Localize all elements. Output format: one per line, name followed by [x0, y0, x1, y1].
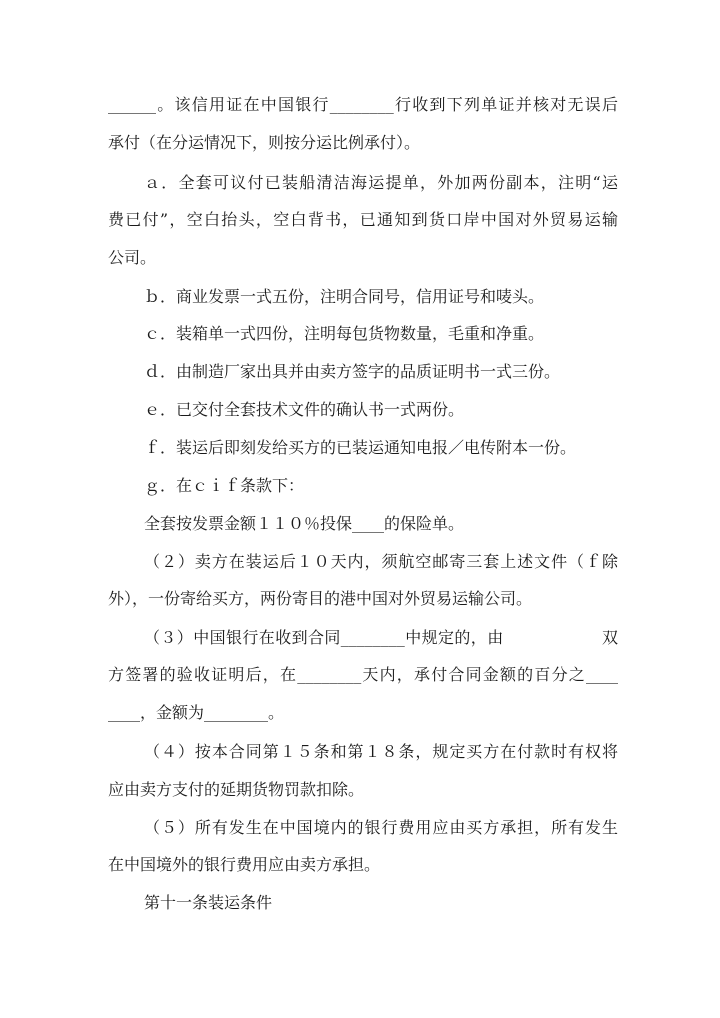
paragraph-line: 承付（在分运情况下，则按分运比例承付）。: [108, 133, 421, 152]
list-item: ｂ．商业发票一式五份，注明合同号，信用证号和唛头。: [144, 287, 545, 306]
list-item: ｄ．由制造厂家出具并由卖方签字的品质证明书一式三份。: [144, 362, 561, 381]
list-item: ｅ．已交付全套技术文件的确认书一式两份。: [144, 400, 465, 419]
paragraph-line: ａ．全套可议付已装船清洁海运提单，外加两份副本，注明“运: [144, 173, 618, 192]
paragraph-line: 应由卖方支付的延期货物罚款扣除。: [108, 780, 365, 799]
paragraph-line: （３）中国银行在收到合同________中规定的，由 双: [144, 628, 618, 647]
paragraph-line: 方签署的验收证明后，在________天内，承付合同金额的百分之____: [108, 665, 618, 684]
paragraph-line: （５）所有发生在中国境内的银行费用应由买方承担，所有发生: [144, 818, 618, 837]
paragraph-line: 在中国境外的银行费用应由卖方承担。: [108, 855, 381, 874]
paragraph-line: 全套按发票金额１１０％投保____的保险单。: [144, 514, 465, 533]
list-item: ｇ．在ｃｉｆ条款下：: [144, 476, 305, 495]
paragraph-line: 费已付”，空白抬头，空白背书，已通知到货口岸中国对外贸易运输: [108, 210, 618, 229]
list-item: ｃ．装箱单一式四份，注明每包货物数量，毛重和净重。: [144, 324, 545, 343]
paragraph-line: （４）按本合同第１５条和第１８条，规定买方在付款时有权将: [144, 742, 618, 761]
paragraph-line: （２）卖方在装运后１０天内，须航空邮寄三套上述文件（ｆ除: [144, 552, 618, 571]
paragraph-line: ______。该信用证在中国银行________行收到下列单证并核对无误后: [108, 95, 618, 114]
section-heading: 第十一条装运条件: [144, 893, 273, 912]
paragraph-line: 外），一份寄给买方，两份寄目的港中国对外贸易运输公司。: [108, 589, 533, 608]
paragraph-line: 公司。: [108, 248, 157, 267]
list-item: ｆ．装运后即刻发给买方的已装运通知电报／电传附本一份。: [144, 438, 577, 457]
paragraph-line: ____，金额为________。: [108, 703, 285, 722]
